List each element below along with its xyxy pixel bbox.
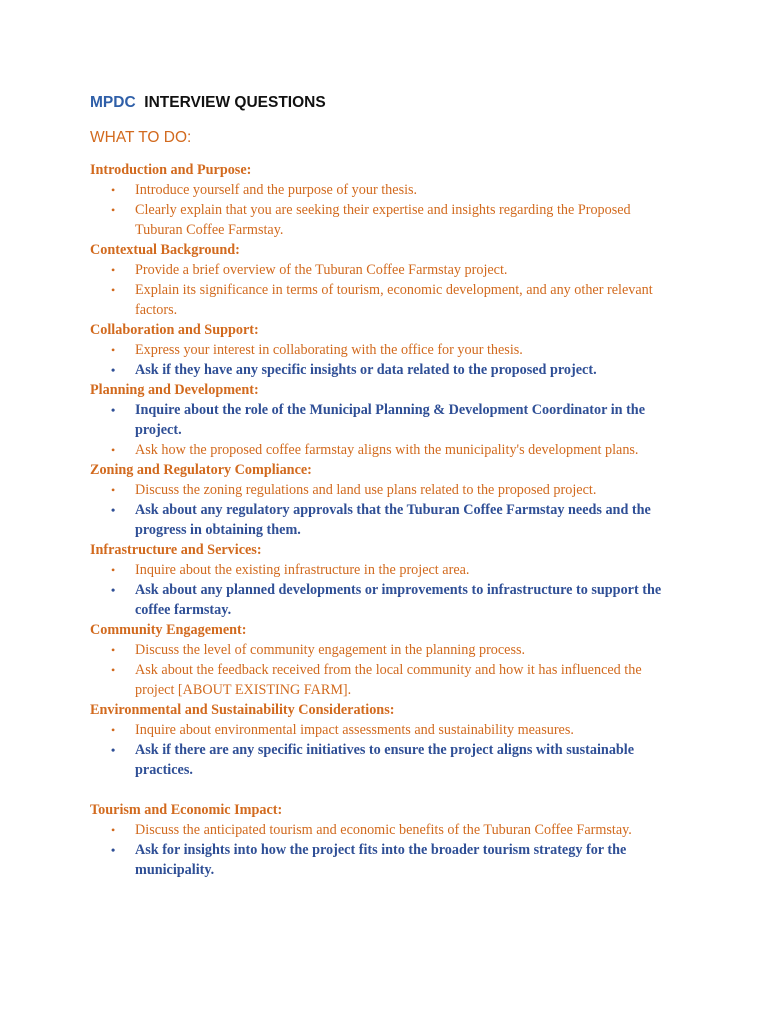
list-item-text: Ask if they have any specific insights or data related to the proposed project. [135, 362, 597, 378]
list-item-text: Inquire about the existing infrastructure in the project area. [135, 562, 470, 578]
section-heading: Collaboration and Support: [90, 322, 259, 338]
list-item-text: Inquire about the role of the Municipal Planning & Development Coordinator in the project. [135, 402, 645, 438]
section-subtitle: WHAT TO DO: [90, 129, 192, 146]
bullet-icon: • [111, 363, 116, 377]
bullet-list [90, 180, 680, 240]
list-item-text: Explain its significance in terms of tourism, economic development, and any other relevant factors. [135, 282, 653, 318]
list-item [90, 280, 680, 320]
list-item [90, 440, 680, 460]
bullet-icon: • [111, 643, 116, 657]
bullet-icon: • [111, 403, 116, 417]
bullet-icon: • [111, 583, 116, 597]
bullet-icon: • [111, 843, 116, 857]
bullet-list [90, 640, 680, 700]
list-item-text: Ask about any regulatory approvals that the Tuburan Coffee Farmstay needs and the progress in obtaining them. [135, 502, 651, 538]
section-heading: Environmental and Sustainability Considerations: [90, 702, 395, 718]
bullet-icon: • [111, 743, 116, 757]
list-item-text: Provide a brief overview of the Tuburan Coffee Farmstay project. [135, 262, 508, 278]
list-item [90, 560, 680, 580]
list-item [90, 660, 680, 700]
bullet-list [90, 400, 680, 460]
section-heading: Community Engagement: [90, 622, 247, 638]
list-item [90, 180, 680, 200]
list-item-text: Ask about the feedback received from the local community and how it has influenced the project [ABOUT EXISTING FARM]. [135, 662, 642, 698]
list-item [90, 720, 680, 740]
bullet-icon: • [111, 563, 116, 577]
bullet-icon: • [111, 823, 116, 837]
list-item [90, 400, 680, 440]
bullet-list [90, 260, 680, 320]
bullet-icon: • [111, 443, 116, 457]
list-item-text: Inquire about environmental impact assessments and sustainability measures. [135, 722, 574, 738]
section-heading: Introduction and Purpose: [90, 162, 252, 178]
list-item [90, 360, 680, 380]
list-item [90, 200, 680, 240]
list-item-text: Ask about any planned developments or improvements to infrastructure to support the coffee farmstay. [135, 582, 662, 618]
bullet-icon: • [111, 343, 116, 357]
bullet-icon: • [111, 663, 116, 677]
bullet-icon: • [111, 183, 116, 197]
section-heading: Contextual Background: [90, 242, 240, 258]
list-item [90, 840, 680, 880]
page-title [90, 93, 680, 114]
list-item [90, 740, 680, 780]
list-item-text: Ask how the proposed coffee farmstay aligns with the municipality's development plans. [135, 442, 639, 458]
list-item-text: Clearly explain that you are seeking their expertise and insights regarding the Proposed Tuburan Coffee Farmstay. [135, 202, 631, 238]
list-item-text: Discuss the level of community engagement in the planning process. [135, 642, 526, 658]
list-item [90, 260, 680, 280]
section-heading: Tourism and Economic Impact: [90, 802, 283, 818]
bullet-icon: • [111, 263, 116, 277]
bullet-list [90, 820, 680, 880]
bullet-list [90, 720, 680, 780]
section-heading: Infrastructure and Services: [90, 542, 262, 558]
section-heading: Planning and Development: [90, 382, 259, 398]
list-item-text: Introduce yourself and the purpose of your thesis. [135, 182, 418, 198]
list-item-text: Discuss the anticipated tourism and economic benefits of the Tuburan Coffee Farmstay. [135, 822, 632, 838]
bullet-icon: • [111, 283, 116, 297]
list-item [90, 820, 680, 840]
bullet-icon: • [111, 723, 116, 737]
title-abbreviation: MPDC [90, 94, 136, 111]
bullet-list [90, 480, 680, 540]
list-item-text: Express your interest in collaborating with the office for your thesis. [135, 342, 523, 358]
list-item [90, 480, 680, 500]
list-item-text: Discuss the zoning regulations and land use plans related to the proposed project. [135, 482, 597, 498]
list-item [90, 500, 680, 540]
bullet-list [90, 340, 680, 380]
list-item [90, 580, 680, 620]
bullet-icon: • [111, 483, 116, 497]
bullet-list [90, 560, 680, 620]
list-item-text: Ask if there are any specific initiatives to ensure the project aligns with sustainable practices. [135, 742, 635, 778]
title-text: INTERVIEW QUESTIONS [144, 94, 326, 111]
question-sections [90, 160, 680, 880]
bullet-icon: • [111, 503, 116, 517]
section-heading: Zoning and Regulatory Compliance: [90, 462, 312, 478]
bullet-icon: • [111, 203, 116, 217]
list-item-text: Ask for insights into how the project fits into the broader tourism strategy for the municipality. [135, 842, 627, 878]
list-item [90, 640, 680, 660]
document-page [90, 93, 680, 880]
list-item [90, 340, 680, 360]
